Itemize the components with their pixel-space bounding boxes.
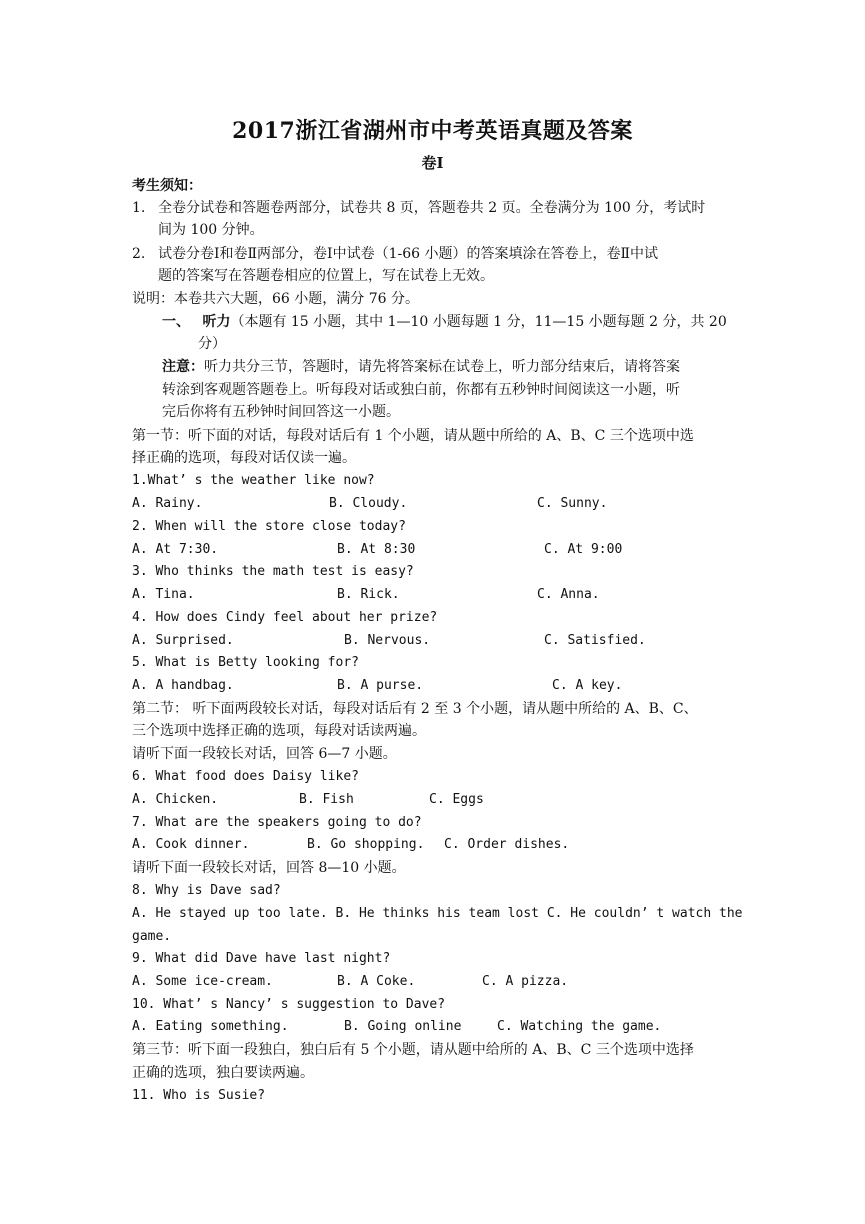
- question-2: 2. When will the store close today?: [132, 519, 406, 534]
- option-b: B. Fish: [299, 792, 354, 807]
- notice-item-2-cont: 题的答案写在答题卷相应的位置上，写在试卷上无效。: [158, 268, 494, 284]
- option-b: B. At 8:30: [337, 542, 416, 557]
- option-b: B. Nervous.: [344, 633, 431, 648]
- part-2-instructions-cont: 三个选项中选择正确的选项，每段对话读两遍。: [132, 723, 426, 739]
- question-3: 3. Who thinks the math test is easy?: [132, 564, 414, 579]
- part-3-instructions: 第三节：听下面一段独白，独白后有 5 个小题，请从题中给所的 A、B、C 三个选项中选择: [132, 1042, 694, 1058]
- option-a: A. A handbag.: [132, 678, 234, 693]
- option-c: C. Satisfied.: [544, 633, 646, 648]
- option-b: B. Cloudy.: [329, 496, 408, 511]
- question-8-options-cont: game.: [132, 929, 172, 944]
- option-a: A. At 7:30.: [132, 542, 219, 557]
- section-number: 一、: [162, 314, 190, 330]
- question-6: 6. What food does Daisy like?: [132, 769, 359, 784]
- option-a: A. Chicken.: [132, 792, 219, 807]
- option-a: A. Eating something.: [132, 1019, 289, 1034]
- option-c: C. Anna.: [537, 587, 600, 602]
- question-10: 10. What’ s Nancy’ s suggestion to Dave?: [132, 997, 446, 1012]
- option-b: B. Rick.: [337, 587, 400, 602]
- option-c: C. A pizza.: [482, 974, 569, 989]
- option-a: A. Some ice-cream.: [132, 974, 273, 989]
- option-a: A. Rainy.: [132, 496, 203, 511]
- section-name: 听力: [202, 314, 231, 330]
- option-b: B. A purse.: [337, 678, 424, 693]
- attention-text: 听力共分三节，答题时，请先将答案标在试卷上，听力部分结束后，请将答案: [204, 359, 680, 375]
- notice-heading: 考生须知：: [132, 178, 202, 194]
- paper-subtitle: 卷Ⅰ: [421, 154, 444, 172]
- question-5: 5. What is Betty looking for?: [132, 655, 359, 670]
- notice-item-2: [132, 244, 734, 264]
- question-4: 4. How does Cindy feel about her prize?: [132, 610, 438, 625]
- question-8: 8. Why is Dave sad?: [132, 883, 281, 898]
- section-1-desc-cont: 分）: [198, 336, 226, 352]
- option-a: A. Tina.: [132, 587, 195, 602]
- notice-item-number: 1.: [132, 200, 146, 216]
- section-1-heading: [162, 312, 764, 332]
- notice-item-text: 全卷分试卷和答题卷两部分，试卷共 8 页，答题卷共 2 页。全卷满分为 100 分，考试时: [158, 200, 706, 216]
- option-c: C. At 9:00: [544, 542, 623, 557]
- attention-label: 注意：: [162, 359, 204, 375]
- option-b: B. A Coke.: [337, 974, 416, 989]
- part-1-instructions-cont: 择正确的选项，每段对话仅读一遍。: [132, 450, 356, 466]
- listen-note-6-7: 请听下面一段较长对话，回答 6—7 小题。: [132, 746, 397, 762]
- option-c: C. Sunny.: [537, 496, 608, 511]
- option-a: A. Surprised.: [132, 633, 234, 648]
- question-7: 7. What are the speakers going to do?: [132, 815, 422, 830]
- listen-note-8-10: 请听下面一段较长对话，回答 8—10 小题。: [132, 860, 406, 876]
- question-11: 11. Who is Susie?: [132, 1088, 266, 1103]
- part-3-instructions-cont: 正确的选项，独白要读两遍。: [132, 1065, 314, 1081]
- notice-item-1: [132, 198, 734, 218]
- explanation: 说明：本卷共六大题，66 小题，满分 76 分。: [132, 291, 419, 307]
- question-8-options: A. He stayed up too late. B. He thinks his team lost C. He couldn’ t watch the: [132, 906, 743, 921]
- attention-line-2: 转涂到客观题答题卷上。听每段对话或独白前，你都有五秒钟时间阅读这一小题，听: [162, 382, 680, 398]
- notice-item-text: 试卷分卷Ⅰ和卷Ⅱ两部分，卷Ⅰ中试卷（1-66 小题）的答案填涂在答卷上，卷Ⅱ中试: [158, 246, 658, 262]
- option-c: C. Watching the game.: [497, 1019, 662, 1034]
- page-title: 2017浙江省湖州市中考英语真题及答案: [232, 118, 633, 144]
- option-c: C. Order dishes.: [444, 837, 570, 852]
- option-c: C. A key.: [552, 678, 623, 693]
- part-1-instructions: 第一节：听下面的对话，每段对话后有 1 个小题，请从题中所给的 A、B、C 三个选项中选: [132, 428, 694, 444]
- attention-line-3: 完后你将有五秒钟时间回答这一小题。: [162, 404, 400, 420]
- option-b: B. Going online: [344, 1019, 462, 1034]
- question-1: 1.What’ s the weather like now?: [132, 473, 375, 488]
- question-9: 9. What did Dave have last night?: [132, 951, 391, 966]
- part-2-instructions: 第二节： 听下面两段较长对话，每段对话后有 2 至 3 个小题，请从题中所给的 A、B、C、: [132, 701, 698, 717]
- notice-item-1-cont: 间为 100 分钟。: [158, 222, 264, 238]
- option-b: B. Go shopping.: [307, 837, 425, 852]
- option-a: A. Cook dinner.: [132, 837, 250, 852]
- option-c: C. Eggs: [429, 792, 484, 807]
- section-desc: （本题有 15 小题，其中 1—10 小题每题 1 分，11—15 小题每题 2 分，共 20: [230, 314, 727, 330]
- attention-note: [162, 357, 764, 377]
- notice-item-number: 2.: [132, 246, 146, 262]
